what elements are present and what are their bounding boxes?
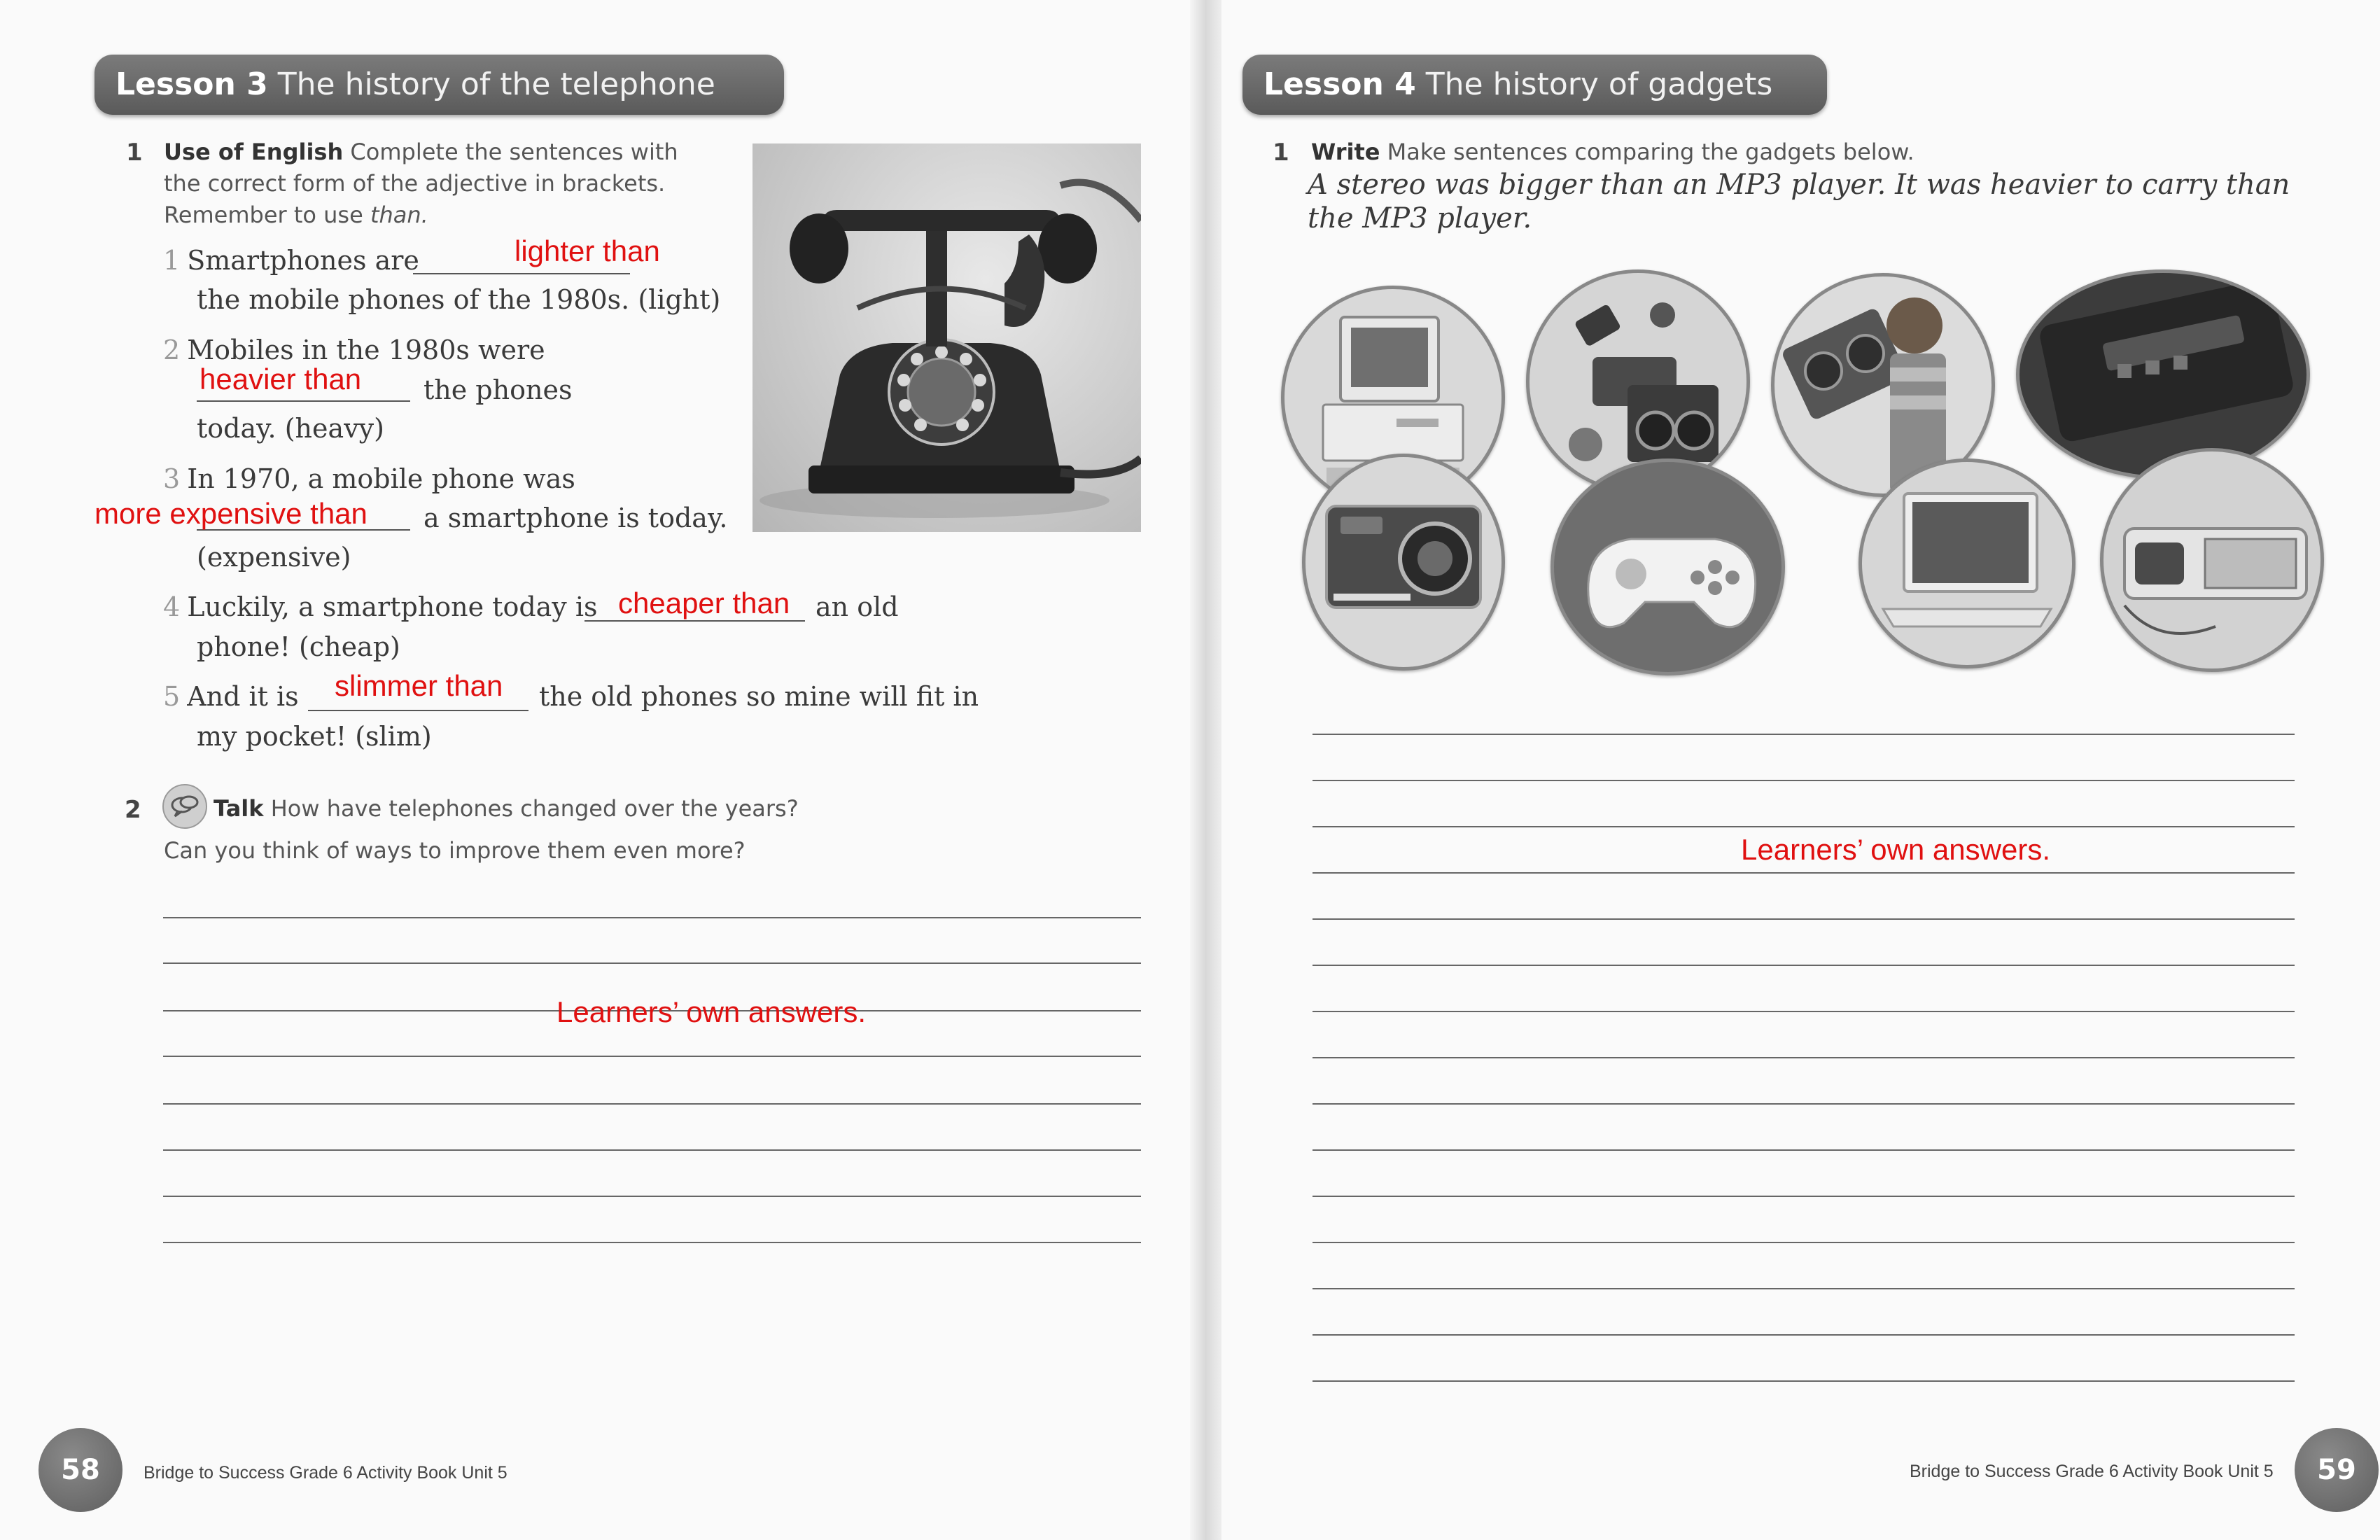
writing-line[interactable] <box>163 1149 1141 1151</box>
writing-line[interactable] <box>163 917 1141 918</box>
writing-line[interactable] <box>1312 1334 2295 1336</box>
example-line-1: A stereo was bigger than an MP3 player. It was heavier to carry than <box>1308 169 2290 201</box>
sentence-4-end: phone! (cheap) <box>197 631 400 662</box>
writing-line[interactable] <box>1312 734 2295 735</box>
sentence-3-end: (expensive) <box>197 542 351 573</box>
sentence-5 <box>163 681 299 712</box>
sentence-2 <box>163 335 545 365</box>
answer-text: slimmer than <box>335 669 503 702</box>
q1-instr-line2: the correct form of the adjective in brackets. <box>164 170 666 197</box>
answer-blank[interactable] <box>308 710 528 711</box>
writing-line[interactable] <box>1312 780 2295 781</box>
q1-instructions <box>164 136 738 231</box>
writing-line[interactable] <box>1312 1380 2295 1382</box>
example-line-2: the MP3 player. <box>1308 202 1532 234</box>
digital-camera-icon <box>1302 454 1505 671</box>
game-console-icon <box>2016 270 2310 479</box>
lesson-4-banner <box>1242 55 1827 115</box>
sentence-text: Mobiles in the 1980s were <box>187 335 545 365</box>
page-number-badge: 58 <box>38 1428 122 1512</box>
answer-text: heavier than <box>200 363 362 396</box>
lesson-number: Lesson 3 <box>115 66 268 102</box>
q1-instruction-text: Make sentences comparing the gadgets below. <box>1387 139 1914 165</box>
q1-answer: Learners’ own answers. <box>1741 833 2050 866</box>
q1-instructions <box>1311 136 2221 168</box>
sentence-4 <box>163 592 598 622</box>
writing-line[interactable] <box>1312 1242 2295 1243</box>
writing-line[interactable] <box>1312 1196 2295 1197</box>
sentence-text: And it is <box>187 681 299 712</box>
page-number-badge: 59 <box>2295 1428 2379 1512</box>
sentence-3-cont: a smartphone is today. <box>424 503 728 533</box>
writing-line[interactable] <box>163 1242 1141 1243</box>
lesson-3-banner <box>94 55 784 115</box>
answer-blank[interactable] <box>413 273 630 274</box>
q2-instructions <box>214 793 844 825</box>
question-number: 2 <box>125 796 141 824</box>
q1-instr-italic: than. <box>370 202 428 228</box>
q2-line2: Can you think of ways to improve them even more? <box>164 837 746 864</box>
sentence-3 <box>163 463 575 494</box>
telephone-icon <box>752 144 1141 532</box>
q2-line1: How have telephones changed over the years? <box>270 795 799 822</box>
writing-line[interactable] <box>1312 872 2295 874</box>
q2-label: Talk <box>214 795 264 822</box>
q1-instr-line3: Remember to use <box>164 202 370 228</box>
book-gutter <box>1190 0 1222 1540</box>
lesson-title: The history of gadgets <box>1425 66 1773 102</box>
answer-text: lighter than <box>514 234 660 267</box>
writing-line[interactable] <box>1312 1057 2295 1058</box>
sentence-number: 4 <box>163 592 181 622</box>
sentence-number: 1 <box>163 245 181 276</box>
writing-line[interactable] <box>1312 1103 2295 1105</box>
writing-line[interactable] <box>163 962 1141 964</box>
answer-blank[interactable] <box>584 620 805 622</box>
writing-line[interactable] <box>1312 1011 2295 1012</box>
sentence-number: 3 <box>163 463 181 494</box>
speech-bubble-icon <box>162 784 207 829</box>
q1-label: Write <box>1311 139 1380 165</box>
antique-telephone-photo <box>752 144 1141 532</box>
footer-text: Bridge to Success Grade 6 Activity Book Unit 5 <box>144 1463 507 1483</box>
q1-label: Use of English <box>164 139 344 165</box>
laptop-icon <box>1858 458 2076 668</box>
answer-blank[interactable] <box>197 400 410 402</box>
sentence-4-cont: an old <box>816 592 899 622</box>
sentence-5-end: my pocket! (slim) <box>197 721 432 752</box>
writing-line[interactable] <box>163 1196 1141 1197</box>
q1-instr-line1: Complete the sentences with <box>350 139 678 165</box>
sentence-1-cont: the mobile phones of the 1980s. (light) <box>197 284 721 315</box>
writing-line[interactable] <box>1312 965 2295 966</box>
sentence-1 <box>163 245 419 276</box>
sentence-text: In 1970, a mobile phone was <box>187 463 575 494</box>
example-sentence <box>1308 168 2290 235</box>
writing-line[interactable] <box>1312 826 2295 827</box>
sentence-5-cont: the old phones so mine will fit in <box>539 681 979 712</box>
sentence-text: Smartphones are <box>187 245 419 276</box>
writing-line[interactable] <box>163 1103 1141 1105</box>
sentence-number: 5 <box>163 681 181 712</box>
lesson-number: Lesson 4 <box>1264 66 1416 102</box>
sentence-text: Luckily, a smartphone today is <box>187 592 598 622</box>
mp3-player-icon <box>2100 448 2324 672</box>
q2-answer: Learners’ own answers. <box>556 995 866 1028</box>
film-camera-icon <box>1526 270 1750 493</box>
sentence-number: 2 <box>163 335 181 365</box>
answer-text: more expensive than <box>94 497 368 530</box>
writing-line[interactable] <box>163 1056 1141 1057</box>
writing-line[interactable] <box>1312 1288 2295 1289</box>
footer-text: Bridge to Success Grade 6 Activity Book Unit 5 <box>1910 1462 2274 1481</box>
lesson-title: The history of the telephone <box>277 66 715 102</box>
writing-line[interactable] <box>1312 1149 2295 1151</box>
sentence-2-end: today. (heavy) <box>197 413 384 444</box>
question-number: 1 <box>1273 139 1289 167</box>
question-number: 1 <box>126 139 143 167</box>
answer-text: cheaper than <box>618 587 790 620</box>
game-controller-icon <box>1550 458 1785 676</box>
writing-line[interactable] <box>1312 918 2295 920</box>
sentence-2-cont: the phones <box>424 374 573 405</box>
